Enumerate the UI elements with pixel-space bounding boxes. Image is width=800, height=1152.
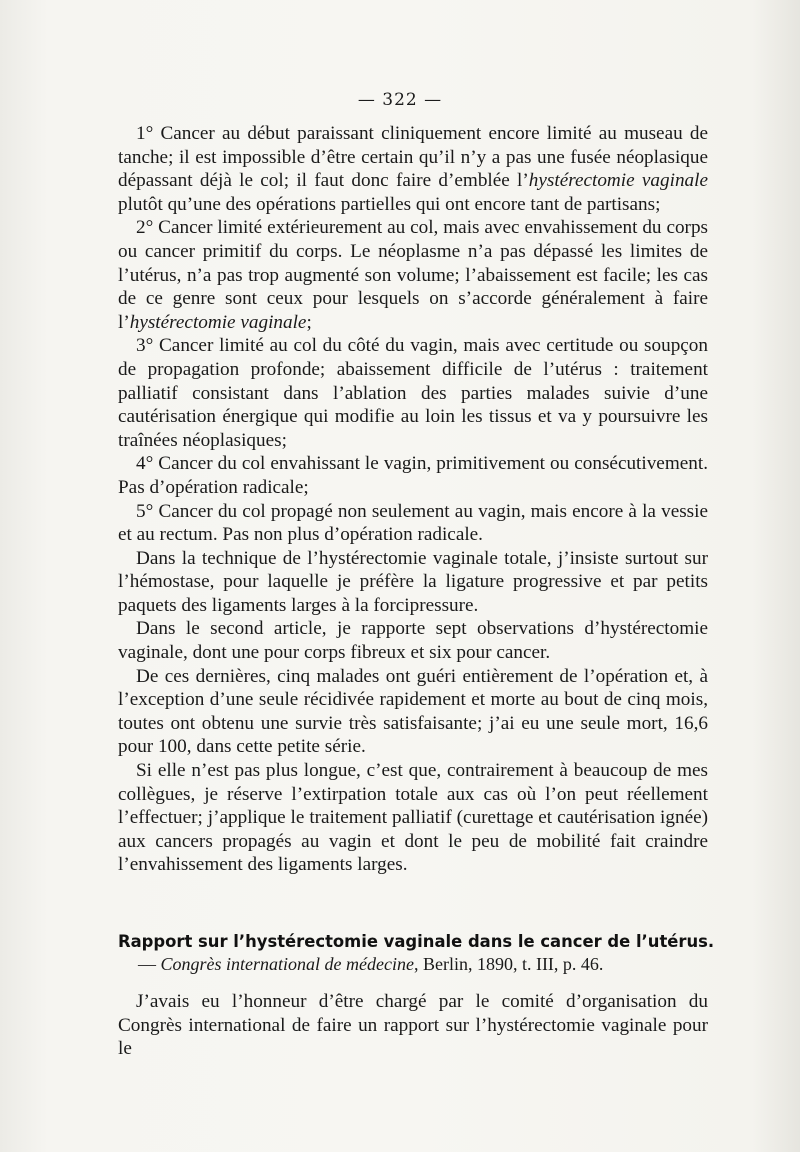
paragraph-1-text-a: 1° Cancer au début paraissant cliniquement encore limité au museau de tanche; il est impossible d’être certain qu’il n’y a pas une fusée néoplasique dépassant déjà le col; il faut donc faire d’emblée l’	[118, 123, 708, 192]
page-number: — 322 —	[357, 90, 443, 110]
article-reference	[118, 953, 708, 975]
paragraph-7	[118, 617, 708, 664]
paragraph-7-text: Dans le second article, je rapporte sept observations d’hystérectomie vaginale, dont une pour corps fibreux et six pour cancer.	[118, 618, 708, 664]
paragraph-6-text: Dans la technique de l’hystérectomie vaginale totale, j’insiste surtout sur l’hémostase, pour laquelle je préfère la ligature progressive et par petits paquets des ligaments larges à la forcipressure.	[118, 547, 708, 616]
paragraph-5	[118, 500, 708, 547]
reference-details: , Berlin, 1890, t. III, p. 46.	[413, 954, 604, 974]
article-title: Rapport sur l’hystérectomie vaginale dans le cancer de l’utérus.	[118, 932, 715, 951]
paragraph-3-text: 3° Cancer limité au col du côté du vagin, mais avec certitude ou soupçon de propagation profonde; abaissement difficile de l’utérus : traitement palliatif consistant dans l’ablation des parties malades suivie d’une cautérisation énergique qui modifie au loin les tissus et va y poursuivre les traînées néoplasiques;	[118, 335, 708, 451]
paragraph-4-text: 4° Cancer du col envahissant le vagin, primitivement ou consécutivement. Pas d’opération radicale;	[118, 453, 708, 498]
final-paragraph: J’avais eu l’honneur d’être chargé par le comité d’organisation du Congrès international de faire un rapport sur l’hystérectomie vaginale pour le	[118, 991, 708, 1060]
paragraph-1-text-b: plutôt qu’une des opérations partielles qui ont encore tant de partisans;	[118, 193, 661, 215]
paragraph-3	[118, 334, 708, 452]
paragraph-2-text-a: 2° Cancer limité extérieurement au col, mais avec envahissement du corps ou cancer primitif du corps. Le néoplasme n’a pas dépassé les limites de l’utérus, n’a pas trop augmenté son volume; l’abaissement est facile; les cas de ce genre sont ceux pour lesquels on s’accorde généralement à faire l’	[118, 217, 708, 333]
final-text	[118, 990, 708, 1061]
paragraph-8-text: De ces dernières, cinq malades ont guéri entièrement de l’opération et, à l’exception d’une seule récidivée rapidement et morte au bout de cinq mois, toutes ont obtenu une survie très satisfaisante; j’ai eu une seule mort, 16,6 pour 100, dans cette petite série.	[118, 665, 708, 758]
paragraph-9	[118, 759, 708, 877]
body-text	[118, 122, 708, 877]
paragraph-8	[118, 665, 708, 759]
reference-journal: Congrès international de médecine	[160, 954, 414, 974]
paragraph-6	[118, 547, 708, 618]
paragraph-5-text: 5° Cancer du col propagé non seulement au vagin, mais encore à la vessie et au rectum. Pas non plus d’opération radicale.	[118, 500, 708, 546]
paragraph-1	[118, 122, 708, 216]
article-heading	[118, 931, 715, 975]
paragraph-2	[118, 216, 708, 334]
reference-dash: —	[138, 954, 161, 974]
paragraph-9-text: Si elle n’est pas plus longue, c’est que, contrairement à beaucoup de mes collègues, je réserve l’extirpation totale aux cas où l’on peut réellement l’effectuer; j’applique le traitement palliatif (curettage et cautérisation ignée) aux cancers propagés au vagin et dont le peu de mobilité fait craindre l’envahissement des ligaments larges.	[118, 760, 708, 876]
paragraph-2-text-b: ;	[306, 311, 312, 333]
paragraph-4	[118, 452, 708, 499]
paragraph-2-italic: hystérectomie vaginale	[129, 311, 307, 333]
paragraph-1-italic: hystérectomie vaginale	[528, 170, 708, 192]
